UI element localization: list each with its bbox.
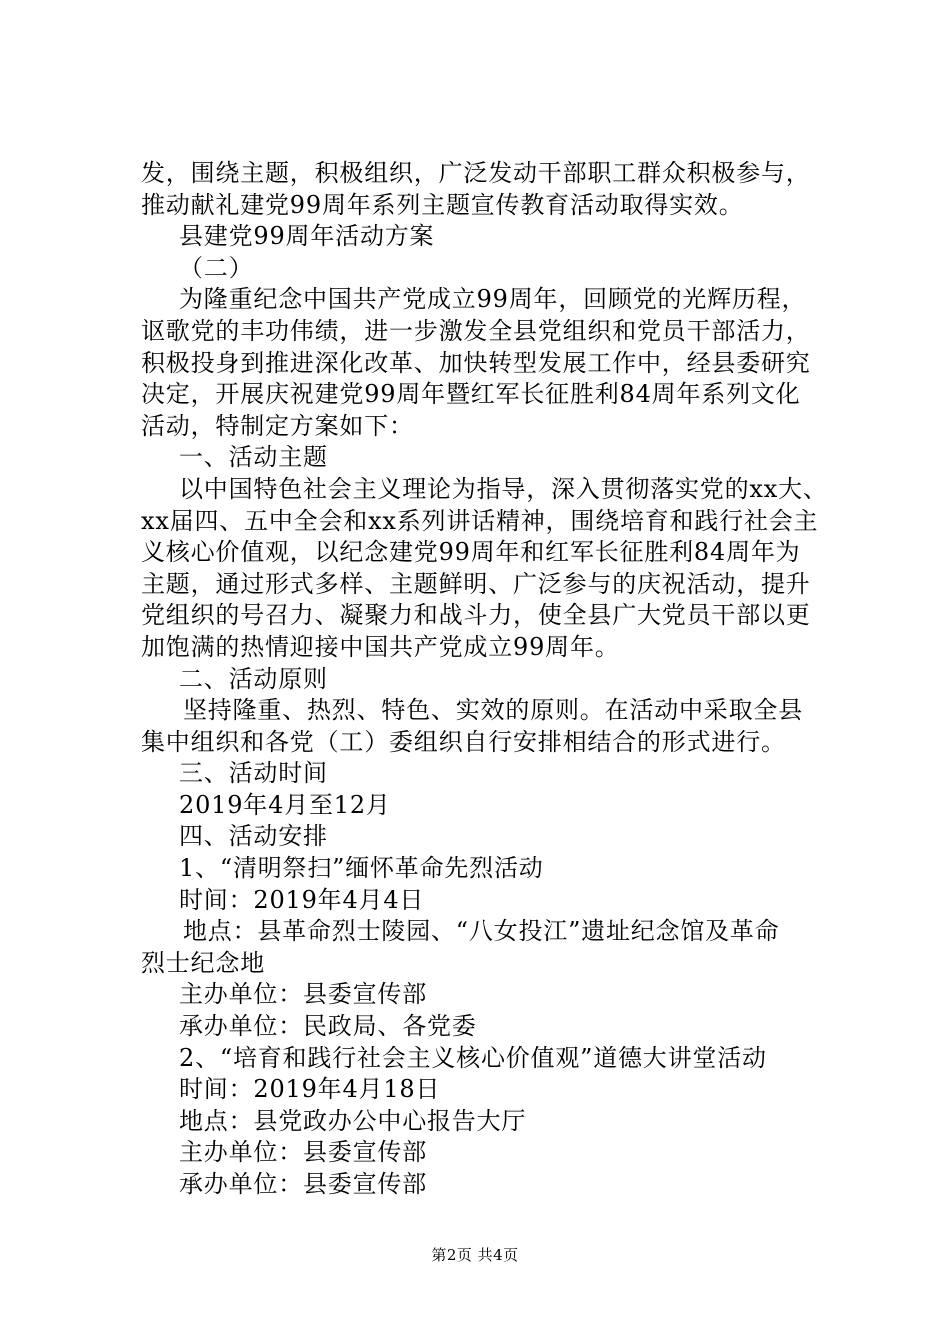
text-line: 加饱满的热情迎接中国共产党成立99周年。: [141, 632, 620, 661]
text-line: 主办单位：县委宣传部: [179, 980, 427, 1009]
text-line: 主题，通过形式多样、主题鲜明、广泛参与的庆祝活动，提升: [141, 569, 811, 598]
text-line: 地点：县革命烈士陵园、“八女投江”遗址纪念馆及革命: [183, 917, 780, 946]
list-item: 1、“清明祭扫”缅怀革命先烈活动: [179, 854, 544, 883]
text-line: 主办单位：县委宣传部: [179, 1138, 427, 1167]
text-line: 发，围绕主题，积极组织，广泛发动干部职工群众积极参与，: [141, 159, 811, 187]
text-line: 讴歌党的丰功伟绩，进一步激发全县党组织和党员干部活力，: [141, 316, 811, 345]
text-line: 承办单位：县委宣传部: [179, 1170, 427, 1198]
list-item: 2、“培育和践行社会主义核心价值观”道德大讲堂活动: [179, 1043, 767, 1072]
text-line: 党组织的号召力、凝聚力和战斗力，使全县广大党员干部以更: [141, 601, 811, 630]
text-line: xx届四、五中全会和xx系列讲话精神，围绕培育和践行社会主: [141, 506, 819, 535]
text-line: 时间：2019年4月18日: [179, 1075, 441, 1104]
text-line: 积极投身到推进深化改革、加快转型发展工作中，经县委研究: [141, 348, 811, 377]
text-line: 活动，特制定方案如下：: [141, 411, 414, 440]
text-line: 义核心价值观，以纪念建党99周年和红军长征胜利84周年为: [141, 538, 801, 567]
text-line: 承办单位：民政局、各党委: [179, 1012, 477, 1041]
text-line: （二）: [179, 253, 254, 282]
text-line: 决定，开展庆祝建党99周年暨红军长征胜利84周年系列文化: [141, 380, 801, 409]
text-line: 烈士纪念地: [141, 948, 265, 977]
text-line: 以中国特色社会主义理论为指导，深入贯彻落实党的xx大、: [179, 474, 828, 503]
text-line: 2019年4月至12月: [179, 790, 391, 819]
section-heading: 一、活动主题: [179, 443, 328, 472]
text-line: 地点：县党政办公中心报告大厅: [179, 1106, 527, 1135]
section-heading: 四、活动安排: [179, 822, 328, 851]
text-line: 推动献礼建党99周年系列主题宣传教育活动取得实效。: [141, 190, 744, 219]
text-line: 时间：2019年4月4日: [179, 885, 425, 914]
section-heading: 三、活动时间: [179, 759, 328, 788]
section-heading: 二、活动原则: [179, 664, 328, 693]
text-line: 集中组织和各党（工）委组织自行安排相结合的形式进行。: [141, 727, 786, 756]
page-number-footer: 第2页 共4页: [431, 1246, 519, 1264]
text-line: 坚持隆重、热烈、特色、实效的原则。在活动中采取全县: [183, 696, 803, 725]
document-body: [141, 158, 831, 1201]
text-line: 为隆重纪念中国共产党成立99周年，回顾党的光辉历程，: [179, 285, 807, 314]
text-line: 县建党99周年活动方案: [179, 222, 435, 251]
